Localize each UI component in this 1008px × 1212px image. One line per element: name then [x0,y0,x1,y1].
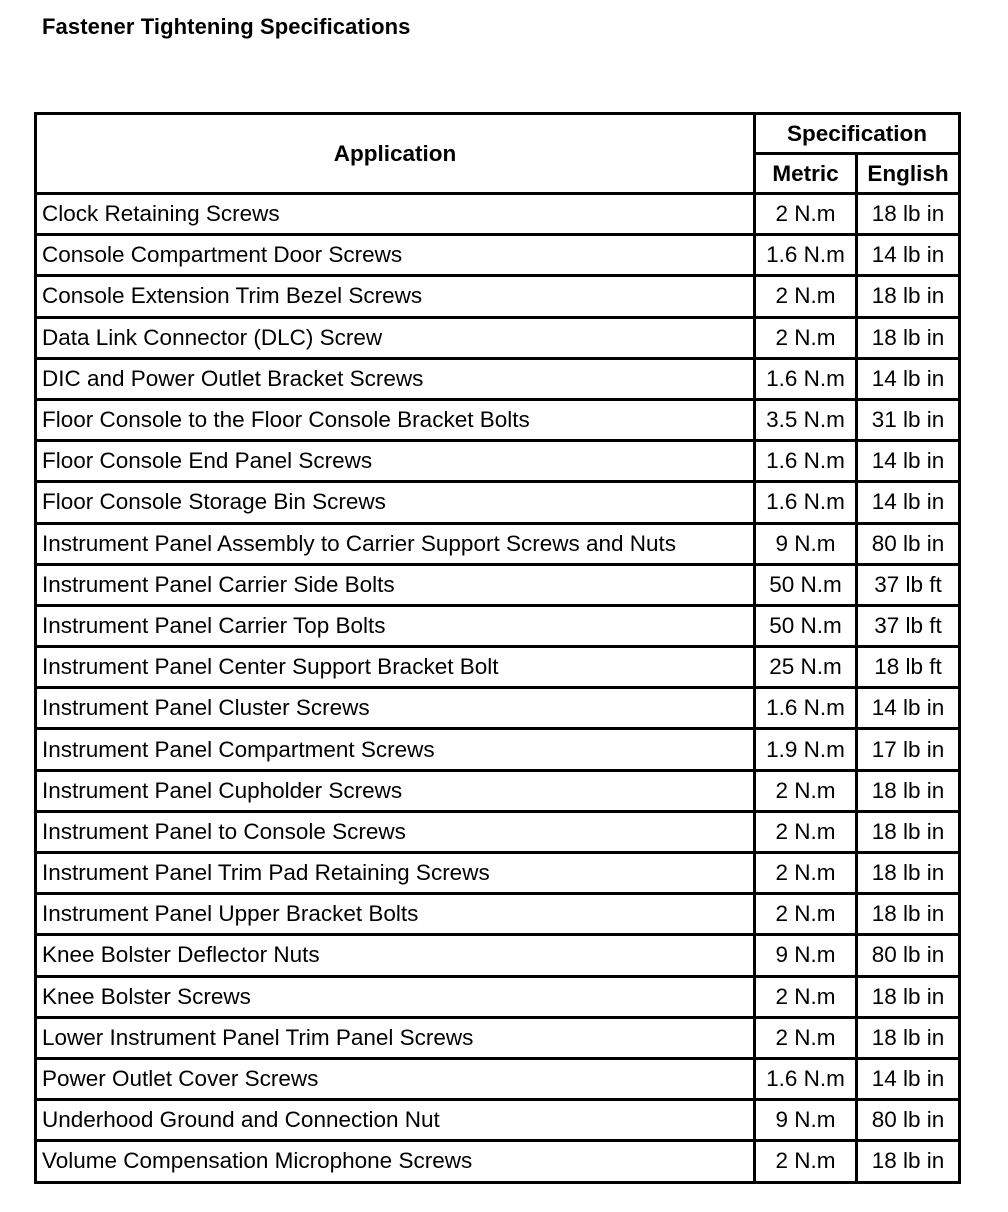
english-cell: 18 lb in [857,811,960,852]
table-row [36,1017,960,1058]
metric-cell: 9 N.m [755,523,857,564]
english-cell: 18 lb in [857,976,960,1017]
table-row [36,564,960,605]
metric-cell: 2 N.m [755,811,857,852]
application-cell: Floor Console End Panel Screws [36,441,755,482]
application-cell: Instrument Panel Trim Pad Retaining Screws [36,853,755,894]
application-cell: Instrument Panel Compartment Screws [36,729,755,770]
english-cell: 80 lb in [857,935,960,976]
english-cell: 18 lb in [857,276,960,317]
english-cell: 18 lb in [857,853,960,894]
english-cell: 18 lb in [857,894,960,935]
english-cell: 18 lb in [857,1017,960,1058]
metric-column-header: Metric [755,154,857,194]
page-title: Fastener Tightening Specifications [42,14,411,39]
application-cell: Instrument Panel Assembly to Carrier Support Screws and Nuts [36,523,755,564]
application-cell: Knee Bolster Screws [36,976,755,1017]
metric-cell: 2 N.m [755,1017,857,1058]
metric-cell: 1.6 N.m [755,441,857,482]
english-cell: 17 lb in [857,729,960,770]
table-row [36,811,960,852]
application-cell: Volume Compensation Microphone Screws [36,1141,755,1182]
metric-cell: 2 N.m [755,317,857,358]
table-row [36,976,960,1017]
metric-cell: 2 N.m [755,853,857,894]
table-row [36,894,960,935]
english-cell: 18 lb in [857,317,960,358]
table-row [36,523,960,564]
table-row [36,317,960,358]
metric-cell: 2 N.m [755,976,857,1017]
table-row [36,605,960,646]
application-cell: Floor Console Storage Bin Screws [36,482,755,523]
metric-cell: 2 N.m [755,194,857,235]
english-cell: 18 lb ft [857,647,960,688]
fastener-spec-table [34,112,961,1184]
metric-cell: 9 N.m [755,1100,857,1141]
metric-cell: 2 N.m [755,894,857,935]
table-row [36,853,960,894]
application-cell: DIC and Power Outlet Bracket Screws [36,358,755,399]
metric-cell: 1.9 N.m [755,729,857,770]
english-cell: 14 lb in [857,1058,960,1099]
table-row [36,647,960,688]
metric-cell: 50 N.m [755,564,857,605]
metric-cell: 25 N.m [755,647,857,688]
metric-cell: 50 N.m [755,605,857,646]
application-cell: Instrument Panel Cluster Screws [36,688,755,729]
english-cell: 14 lb in [857,441,960,482]
application-cell: Clock Retaining Screws [36,194,755,235]
table-row [36,1058,960,1099]
english-cell: 18 lb in [857,770,960,811]
english-cell: 18 lb in [857,194,960,235]
application-cell: Instrument Panel to Console Screws [36,811,755,852]
application-cell: Knee Bolster Deflector Nuts [36,935,755,976]
metric-cell: 3.5 N.m [755,399,857,440]
metric-cell: 9 N.m [755,935,857,976]
english-cell: 14 lb in [857,358,960,399]
table-row [36,1141,960,1182]
metric-cell: 2 N.m [755,276,857,317]
english-cell: 80 lb in [857,523,960,564]
application-cell: Instrument Panel Upper Bracket Bolts [36,894,755,935]
metric-cell: 1.6 N.m [755,482,857,523]
english-cell: 18 lb in [857,1141,960,1182]
application-cell: Console Extension Trim Bezel Screws [36,276,755,317]
metric-cell: 1.6 N.m [755,688,857,729]
application-cell: Console Compartment Door Screws [36,235,755,276]
english-cell: 14 lb in [857,235,960,276]
english-column-header: English [857,154,960,194]
metric-cell: 2 N.m [755,1141,857,1182]
metric-cell: 1.6 N.m [755,358,857,399]
application-cell: Instrument Panel Carrier Top Bolts [36,605,755,646]
application-cell: Power Outlet Cover Screws [36,1058,755,1099]
table-row [36,729,960,770]
table-row [36,441,960,482]
english-cell: 14 lb in [857,482,960,523]
table-row [36,276,960,317]
application-cell: Floor Console to the Floor Console Bracket Bolts [36,399,755,440]
english-cell: 37 lb ft [857,564,960,605]
application-cell: Instrument Panel Carrier Side Bolts [36,564,755,605]
english-cell: 80 lb in [857,1100,960,1141]
table-row [36,194,960,235]
table-row [36,482,960,523]
metric-cell: 1.6 N.m [755,1058,857,1099]
application-cell: Lower Instrument Panel Trim Panel Screws [36,1017,755,1058]
table-row [36,1100,960,1141]
application-cell: Instrument Panel Center Support Bracket Bolt [36,647,755,688]
table-header [36,114,960,194]
english-cell: 14 lb in [857,688,960,729]
metric-cell: 1.6 N.m [755,235,857,276]
application-cell: Data Link Connector (DLC) Screw [36,317,755,358]
table-row [36,399,960,440]
table-row [36,235,960,276]
table-row [36,358,960,399]
english-cell: 31 lb in [857,399,960,440]
english-cell: 37 lb ft [857,605,960,646]
table-body [36,194,960,1183]
table-row [36,688,960,729]
application-cell: Instrument Panel Cupholder Screws [36,770,755,811]
metric-cell: 2 N.m [755,770,857,811]
application-cell: Underhood Ground and Connection Nut [36,1100,755,1141]
specification-column-header: Specification [755,114,960,154]
table-row [36,935,960,976]
application-column-header: Application [36,114,755,194]
table-row [36,770,960,811]
